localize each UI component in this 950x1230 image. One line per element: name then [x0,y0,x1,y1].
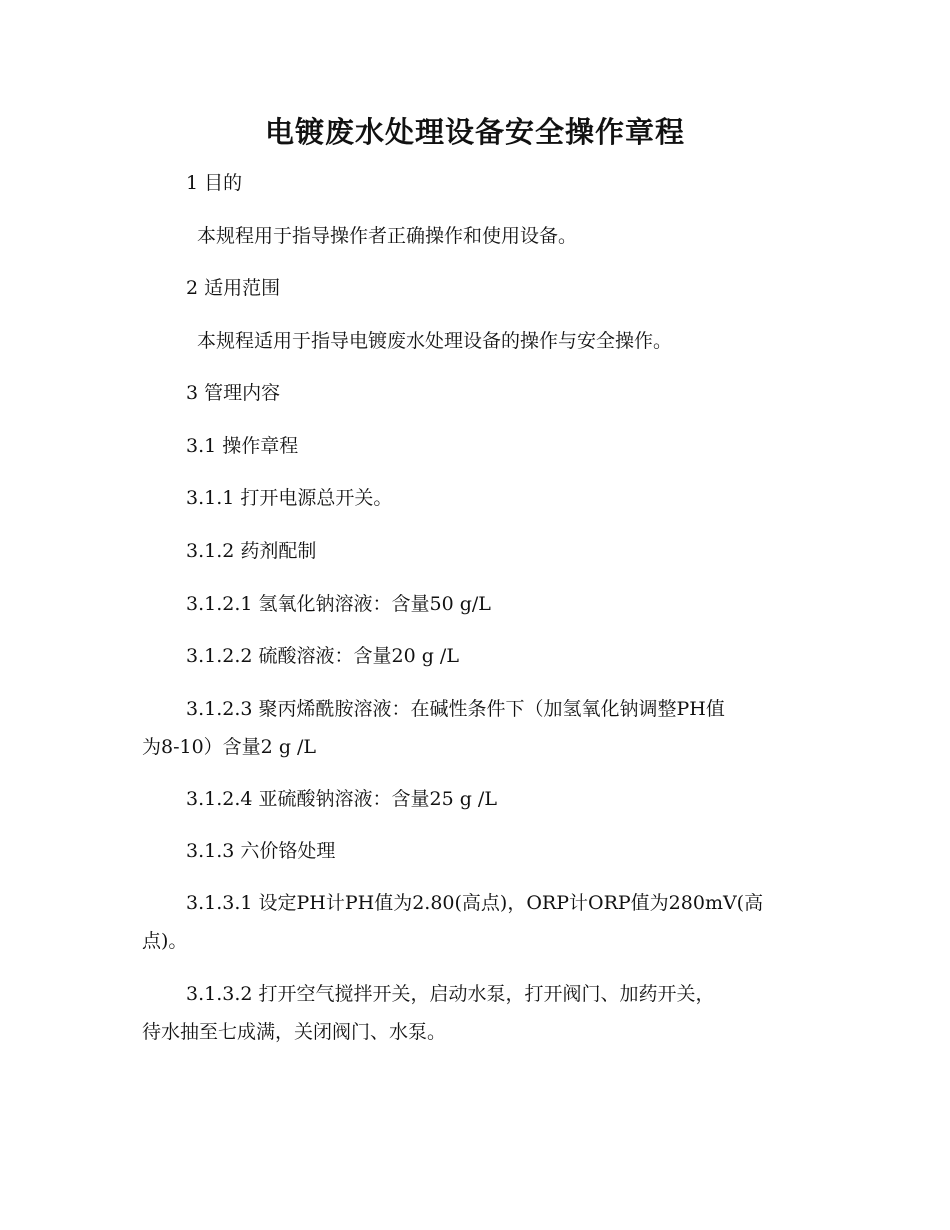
clause-3-1-2-3-line-1: 3.1.2.3 聚丙烯酰胺溶液：在碱性条件下（加氢氧化钠调整PH值 [186,698,725,720]
clause-3-1-2-3 [142,690,822,766]
document-title: 电镀废水处理设备安全操作章程 [264,115,685,149]
clause-3-1-2-1: 3.1.2.1 氢氧化钠溶液：含量50 g/L [186,593,491,615]
section-heading-purpose: 1 目的 [186,172,243,194]
clause-3-1-3-1-line-2: 点)。 [142,930,188,952]
section-heading-management: 3 管理内容 [186,382,281,404]
clause-3-1-3-1-line-1: 3.1.3.1 设定PH计PH值为2.80(高点)，ORP计ORP值为280mV(高 [186,892,764,914]
purpose-text: 本规程用于指导操作者正确操作和使用设备。 [197,225,578,247]
clause-3-1-3-2 [142,975,822,1051]
clause-3-1-1: 3.1.1 打开电源总开关。 [186,487,393,509]
clause-3-1-2: 3.1.2 药剂配制 [186,540,317,562]
scope-text: 本规程适用于指导电镀废水处理设备的操作与安全操作。 [197,330,673,352]
clause-3-1-3-1 [142,884,822,960]
section-heading-scope: 2 适用范围 [186,277,281,299]
clause-3-1-3-2-line-2: 待水抽至七成满，关闭阀门、水泵。 [142,1021,447,1043]
clause-3-1-2-2: 3.1.2.2 硫酸溶液：含量20 g /L [186,645,459,667]
clause-3-1-3-2-line-1: 3.1.3.2 打开空气搅拌开关，启动水泵，打开阀门、加药开关， [186,983,715,1005]
clause-3-1: 3.1 操作章程 [186,435,299,457]
clause-3-1-2-4: 3.1.2.4 亚硫酸钠溶液：含量25 g /L [186,788,497,810]
clause-3-1-2-3-line-2: 为8-10）含量2 g /L [142,736,317,758]
clause-3-1-3: 3.1.3 六价铬处理 [186,840,336,862]
